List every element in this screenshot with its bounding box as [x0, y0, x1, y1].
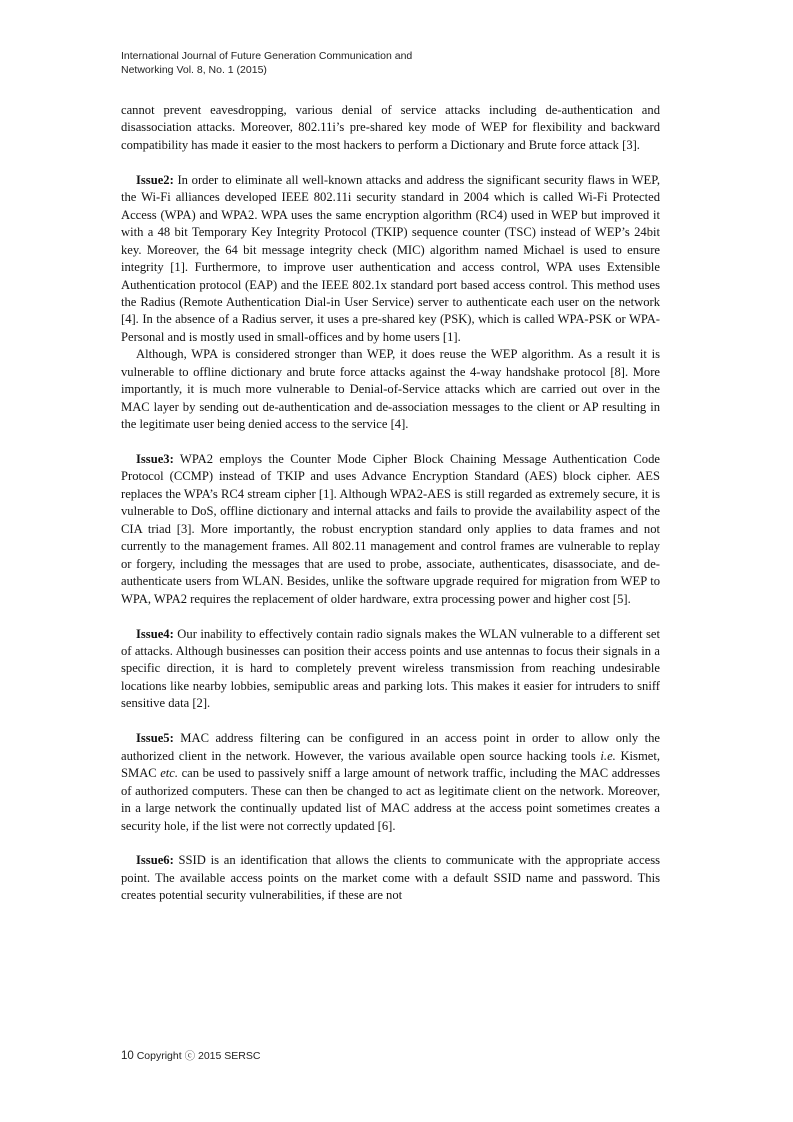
header-journal-name: International Journal of Future Generation Communication and	[121, 50, 413, 62]
issue5-etc: etc.	[160, 766, 179, 781]
paragraph-issue5	[121, 730, 660, 835]
paragraph-issue6	[121, 852, 660, 904]
issue6-label: Issue6:	[136, 853, 174, 868]
issue3-text: WPA2 employs the Counter Mode Cipher Block Chaining Message Authentication Code Protocol (CCMP) instead of TKIP and uses Advance Encryption Standard (AES) block cipher. AES replaces the WPA’s RC4 stream cipher [1]. Although WPA2-AES is still regarded as extremely secure, it is vulnerable to DoS, offline dictionary and internal attacks and fails to provide the availability aspect of the CIA triad [3]. More importantly, the robust encryption standard only applies to data frames and not currently to the management frames. All 802.11 management and control frames are vulnerable to replay or forgery, including the messages that are used to probe, associate, authenticates, disassociate, and de-authenticate users from WLAN. Besides, unlike the software upgrade required for migration from WEP to WPA, WPA2 requires the replacement of older hardware, extra processing power and higher cost [5].	[121, 452, 660, 606]
paragraph-issue4	[121, 626, 660, 713]
copyright-notice: Copyright ⓒ 2015 SERSC	[133, 1050, 261, 1062]
header-volume-info: Networking Vol. 8, No. 1 (2015)	[121, 64, 267, 76]
running-header	[121, 49, 541, 77]
issue2-text: In order to eliminate all well-known attacks and address the significant security flaws in WEP, the Wi-Fi alliances developed IEEE 802.11i security standard in 2004 which is called Wi-Fi Protected Access (WPA) and WPA2. WPA uses the same encryption algorithm (RC4) used in WEP but improved it with a 48 bit Temporary Key Integrity Protocol (TKIP) sequence counter (TSC) instead of WEP’s 24bit key. Moreover, the 64 bit message integrity check (MIC) algorithm named Michael is used to ensure integrity [1]. Furthermore, to improve user authentication and access control, WPA uses Extensible Authentication protocol (EAP) and the IEEE 802.1x standard port based access control. This method uses the Radius (Remote Authentication Dial-in User Service) server to authenticate each user on the network [4]. In the absence of a Radius server, it uses a pre-shared key (PSK), which is called WPA-PSK or WPA-Personal and is mostly used in small-offices and by home users [1].	[121, 172, 660, 344]
issue5-text-a: MAC address filtering can be configured in an access point in order to allow only the authorized client in the network. However, the various available open source hacking tools	[121, 731, 660, 763]
article-body	[121, 102, 660, 905]
issue6-text: SSID is an identification that allows the clients to communicate with the appropriate access point. The available access points on the market come with a default SSID name and password. This creates potential security vulnerabilities, if these are not	[121, 853, 660, 903]
issue4-label: Issue4:	[136, 626, 174, 641]
issue4-text: Our inability to effectively contain radio signals makes the WLAN vulnerable to a different set of attacks. Although businesses can position their access points and use antennas to focus their signals in a specific direction, it is hard to completely prevent wireless transmission from reaching undesirable locations like nearby lobbies, semipublic areas and parking lots. This makes it easier for intruders to sniff sensitive data [2].	[121, 626, 660, 711]
paragraph-issue2	[121, 172, 660, 347]
paragraph-wpa-vulnerability: Although, WPA is considered stronger than WEP, it does reuse the WEP algorithm. As a result it is vulnerable to offline dictionary and brute force attacks against the 4-way handshake protocol [8]. More importantly, it is much more vulnerable to Denial-of-Service attacks which are carried out over in the MAC layer by sending out de-authentication and de-association messages to the client or AP resulting in the legitimate user being denied access to the service [4].	[121, 347, 660, 432]
paragraph-issue3	[121, 451, 660, 608]
page-number: 10	[121, 1050, 134, 1062]
paragraph-continued: cannot prevent eavesdropping, various denial of service attacks including de-authentication and disassociation attacks. Moreover, 802.11i’s pre-shared key mode of WEP for flexibility and backward compatibility has made it easier to the most hackers to perform a Dictionary and Brute force attack [3].	[121, 103, 660, 152]
issue2-label: Issue2:	[136, 172, 174, 187]
issue5-text-b: Kismet, SMAC	[121, 748, 660, 781]
issue3-label: Issue3:	[136, 452, 174, 467]
issue5-text-c: can be used to passively sniff a large amount of network traffic, including the MAC addresses of authorized computers. These can then be changed to act as legitimate client on the network. Moreover, in a large network the continually updated list of MAC address at the access point sometimes creates a security hole, if the list were not correctly updated [6].	[121, 766, 660, 833]
page-footer	[121, 1048, 260, 1063]
issue5-ie: i.e.	[600, 748, 616, 763]
issue5-label: Issue5:	[136, 731, 174, 746]
